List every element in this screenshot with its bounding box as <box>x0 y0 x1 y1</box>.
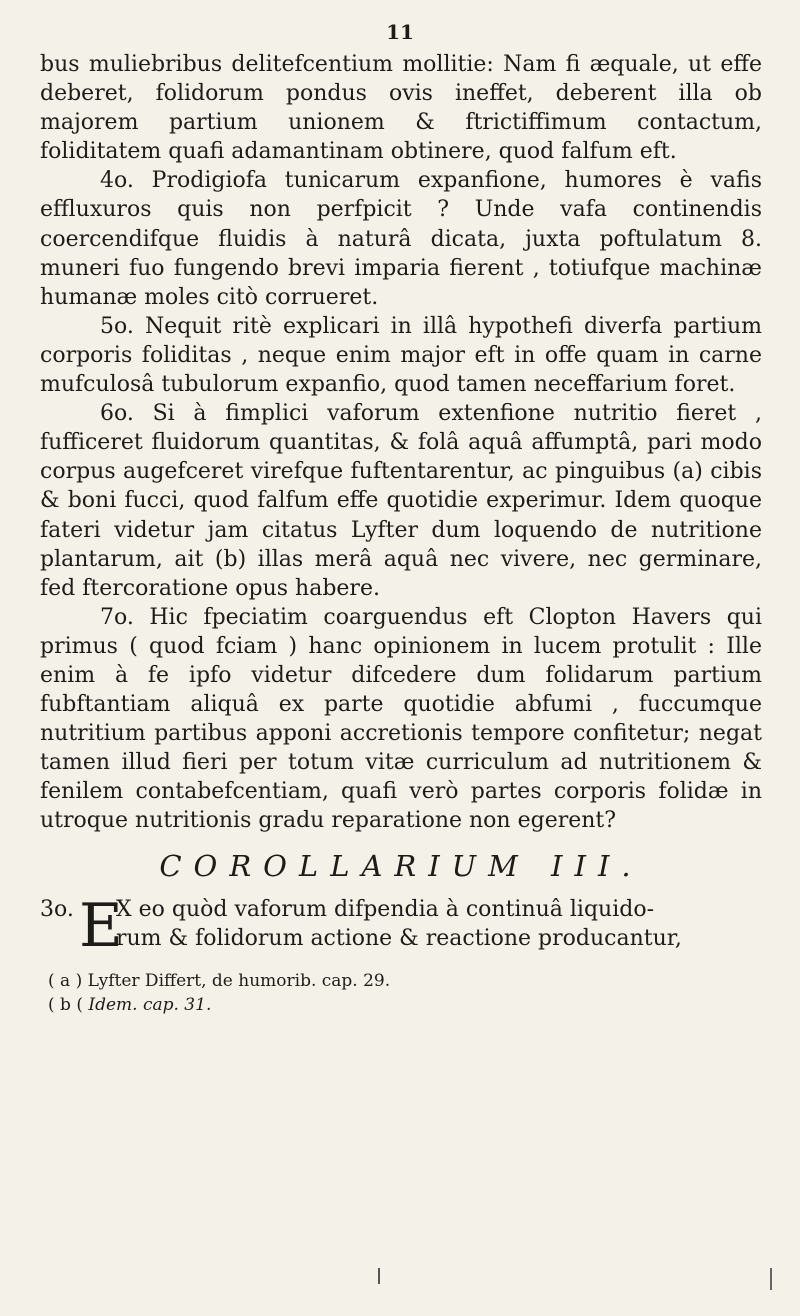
corollary-line-1: X eo quòd vaforum difpendia à continuâ liquido- <box>116 896 655 922</box>
paragraph-7: 7o. Hic fpeciatim coarguendus eft Clopton Havers qui primus ( quod fciam ) hanc opinionem in lucem protulit : Ille enim à fe ipfo videtur difcedere dum folidarum partium fubftantiam aliquâ ex parte quotidie abfumi , fuccumque nutritium partibus apponi accretionis tempore confitetur; negat tamen illud fieri per totum vitæ curriculum ad nutritionem & fenilem contabefcentiam, quafi verò partes corporis folidæ in utroque nutritionis gradu reparatione non egerent? <box>40 604 762 834</box>
paragraph-continuation: bus muliebribus delitefcentium mollitie: Nam fi æquale, ut effe deberet, folidorum pondus ovis ineffet, deberent illa ob majorem partium unionem & ftrictiffimum contactum, foliditatem quafi adamantinam obtinere, quod falfum eft. <box>40 52 762 165</box>
stray-mark-right <box>770 1268 772 1290</box>
footnotes <box>40 969 762 1017</box>
corollary-line-2: rum & folidorum actione & reactione producantur, <box>116 925 682 951</box>
paragraph-4: 4o. Prodigiofa tunicarum expanfione, humores è vafis effluxuros quis non perfpicit ? Unde vafa continendis coercendifque fluidis à naturâ dicata, juxta poftulatum 8. muneri fuo fungendo brevi imparia fierent , totiufque machinæ humanæ moles citò corrueret. <box>40 168 762 310</box>
bottom-marks <box>0 1268 800 1298</box>
corollary-number: 3o. <box>40 896 74 922</box>
paragraph-6: 6o. Si à fimplici vaforum extenfione nutritio fieret , fufficeret fluidorum quantitas, & folâ aquâ affumptâ, pari modo corpus augefceret virefque fuftentarentur, ac pinguibus (a) cibis & boni fucci, quod falfum effe quotidie experimur. Idem quoque fateri videtur jam citatus Lyfter dum loquendo de nutritione plantarum, ait (b) illas merâ aquâ nec vivere, nec germinare, fed ftercoratione opus habere. <box>40 401 762 601</box>
corollary-heading: COROLLARIUM III. <box>159 848 643 883</box>
main-text <box>40 50 762 1017</box>
drop-cap: E <box>79 890 123 961</box>
page-number: 11 <box>386 20 414 44</box>
footnote-b: ( b ( Idem. cap. 31. <box>48 994 212 1015</box>
stray-mark-left <box>378 1268 380 1284</box>
corollary-paragraph <box>40 890 762 961</box>
footnote-a: ( a ) Lyfter Differt, de humorib. cap. 29. <box>48 970 391 991</box>
paragraph-5: 5o. Nequit ritè explicari in illâ hypothefi diverfa partium corporis foliditas , neque enim major eft in offe quam in carne mufculosâ tubulorum expanfio, quod tamen neceffarium foret. <box>40 313 762 398</box>
